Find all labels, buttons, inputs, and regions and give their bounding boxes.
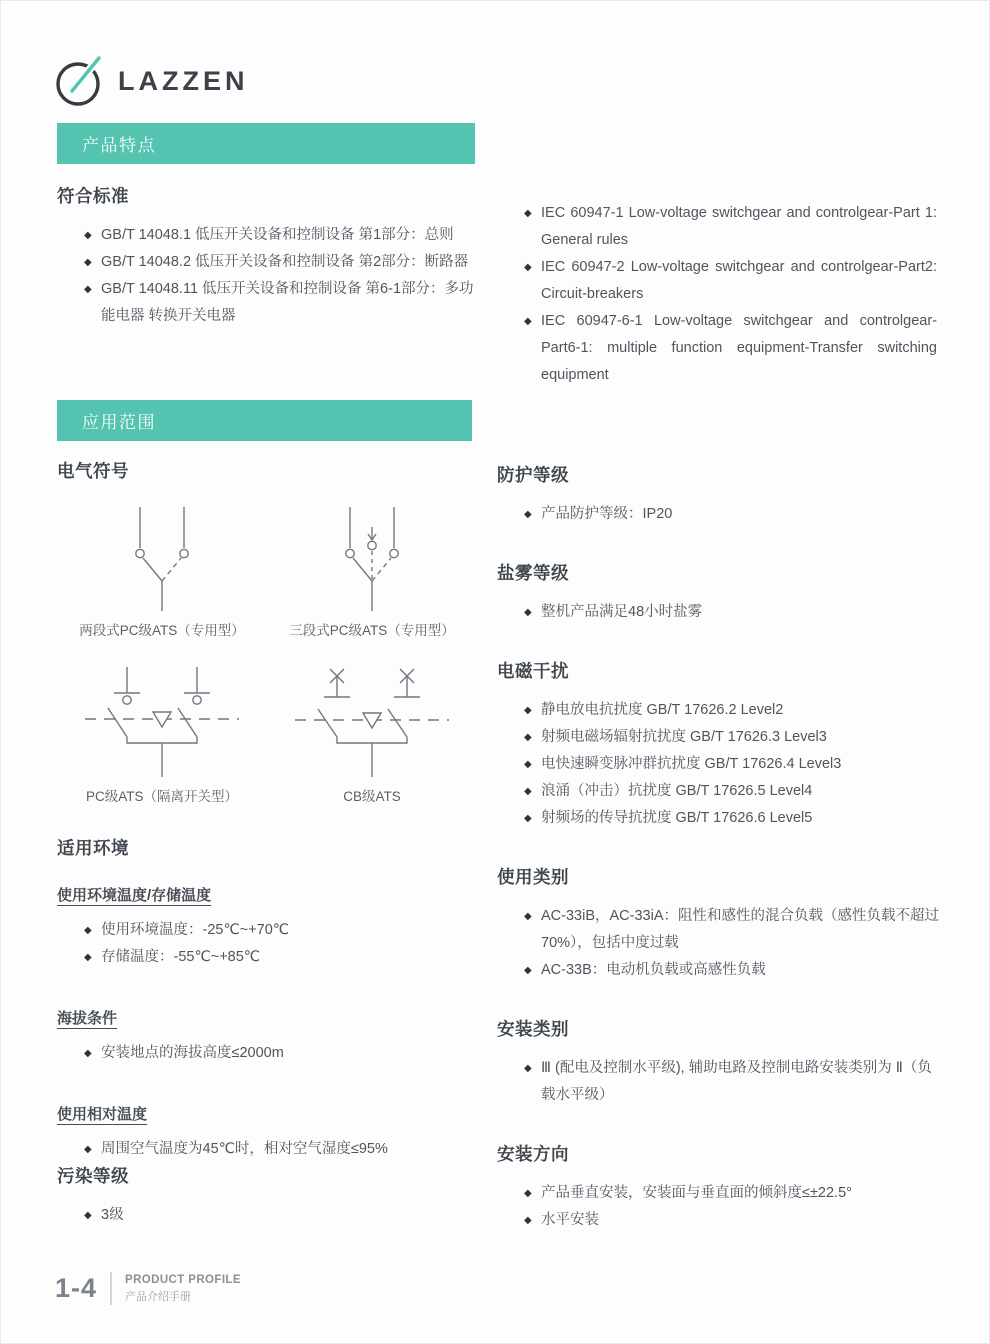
standards-section (57, 183, 477, 330)
list-item-text: GB/T 14048.2 低压开关设备和控制设备 第2部分：断路器 (101, 254, 469, 270)
diamond-bullet-icon (57, 944, 101, 971)
diamond-bullet-icon (497, 501, 541, 528)
list-item-text: 水平安装 (541, 1212, 599, 1228)
list-item-text: 静电放电抗扰度 GB/T 17626.2 Level2 (541, 702, 784, 718)
salt-fog-list (497, 599, 939, 626)
pc-ats-isolator-diagram-icon (77, 667, 247, 777)
footer-title-en: PRODUCT PROFILE (125, 1273, 241, 1286)
list-item-text: 射频场的传导抗扰度 GB/T 17626.6 Level5 (541, 810, 813, 826)
humidity-subsection (57, 1103, 489, 1163)
list-item (57, 276, 477, 330)
brand-header (52, 52, 248, 110)
usage-category-list (497, 903, 939, 984)
page-footer (55, 1272, 241, 1305)
symbol-two-position-pc-ats (57, 507, 267, 639)
standards-heading: 符合标准 (57, 186, 129, 206)
humidity-list (57, 1136, 489, 1163)
installation-category-section (497, 1016, 939, 1109)
diamond-bullet-icon (497, 308, 541, 335)
three-position-ats-diagram-icon (322, 507, 422, 611)
list-item-text: 使用环境温度：-25℃~+70℃ (101, 922, 290, 938)
installation-direction-list (497, 1180, 939, 1234)
list-item (497, 778, 939, 805)
list-item-text: 3级 (101, 1207, 124, 1223)
diamond-bullet-icon (497, 254, 541, 281)
list-item (497, 200, 937, 254)
list-item-text: 存储温度：-55℃~+85℃ (101, 949, 261, 965)
list-item (497, 724, 939, 751)
list-item-text: 产品垂直安装，安装面与垂直面的倾斜度≤±22.5° (541, 1185, 852, 1201)
emi-heading: 电磁干扰 (497, 661, 569, 681)
list-item-text: 电快速瞬变脉冲群抗扰度 GB/T 17626.4 Level3 (541, 756, 842, 772)
diamond-bullet-icon (497, 751, 541, 778)
symbol-label: CB级ATS (343, 789, 401, 804)
altitude-subheading: 海拔条件 (57, 1010, 118, 1027)
diamond-bullet-icon (497, 805, 541, 832)
list-item (497, 1180, 939, 1207)
list-item (57, 1136, 489, 1163)
right-column (497, 462, 939, 1234)
gb-standards-list (57, 222, 477, 330)
usage-category-heading: 使用类别 (497, 867, 569, 887)
installation-direction-section (497, 1141, 939, 1234)
temperature-subsection (57, 884, 489, 971)
list-item (57, 944, 489, 971)
diamond-bullet-icon (57, 276, 101, 303)
list-item-text: IEC 60947-6-1 Low-voltage switchgear and controlgear-Part6-1: multiple function equipment-Transfer switching equipment (541, 313, 937, 383)
symbol-three-position-pc-ats (267, 507, 477, 639)
usage-category-section (497, 864, 939, 984)
list-item (57, 1202, 477, 1229)
installation-category-list (497, 1055, 939, 1109)
altitude-list (57, 1040, 489, 1067)
protection-section (497, 462, 939, 528)
list-item (497, 903, 939, 957)
footer-divider (110, 1272, 112, 1305)
list-item (497, 1207, 939, 1234)
list-item-text: IEC 60947-2 Low-voltage switchgear and controlgear-Part2: Circuit-breakers (541, 259, 937, 302)
diamond-bullet-icon (57, 1202, 101, 1229)
banner-application-range (57, 400, 472, 441)
environment-heading: 适用环境 (57, 838, 129, 858)
brand-name: LAZZEN (118, 65, 249, 96)
pollution-section (57, 1163, 477, 1229)
list-item (497, 1055, 939, 1109)
list-item-text: 整机产品满足48小时盐雾 (541, 604, 703, 620)
list-item (497, 957, 939, 984)
diamond-bullet-icon (57, 249, 101, 276)
diamond-bullet-icon (497, 724, 541, 751)
list-item (497, 501, 939, 528)
diamond-bullet-icon (57, 1040, 101, 1067)
list-item (57, 222, 477, 249)
list-item-text: 周围空气温度为45℃时，相对空气湿度≤95% (101, 1141, 388, 1157)
list-item (497, 751, 939, 778)
list-item (57, 917, 489, 944)
list-item-text: AC-33iB，AC-33iA：阻性和感性的混合负载（感性负载不超过70%），包括中度过载 (541, 908, 939, 951)
banner-product-features-label: 产品特点 (82, 136, 156, 155)
installation-category-heading: 安装类别 (497, 1019, 569, 1039)
diamond-bullet-icon (497, 200, 541, 227)
symbol-label: PC级ATS（隔离开关型） (85, 789, 238, 804)
footer-title-zh: 产品介绍手册 (125, 1290, 192, 1303)
diamond-bullet-icon (57, 222, 101, 249)
symbol-row-1 (57, 507, 477, 639)
footer-titles (125, 1274, 241, 1304)
list-item-text: IEC 60947-1 Low-voltage switchgear and controlgear-Part 1: General rules (541, 205, 937, 248)
electrical-symbols-section (57, 458, 477, 805)
salt-fog-section (497, 560, 939, 626)
diamond-bullet-icon (497, 1055, 541, 1082)
installation-direction-heading: 安装方向 (497, 1144, 569, 1164)
symbol-pc-ats-isolator (57, 667, 267, 805)
symbol-cb-ats (267, 667, 477, 805)
two-position-ats-diagram-icon (112, 507, 212, 611)
list-item-text: 安装地点的海拔高度≤2000m (101, 1045, 284, 1061)
list-item-text: Ⅲ (配电及控制水平级), 辅助电路及控制电路安装类别为 Ⅱ（负载水平级） (541, 1060, 932, 1103)
symbol-row-2 (57, 667, 477, 805)
salt-fog-heading: 盐雾等级 (497, 563, 569, 583)
diamond-bullet-icon (497, 1207, 541, 1234)
list-item-text: 射频电磁场辐射抗扰度 GB/T 17626.3 Level3 (541, 729, 827, 745)
list-item (57, 249, 477, 276)
banner-product-features (57, 123, 475, 164)
list-item-text: 浪涌（冲击）抗扰度 GB/T 17626.5 Level4 (541, 783, 813, 799)
temperature-list (57, 917, 489, 971)
iec-standards-list (497, 200, 937, 389)
diamond-bullet-icon (497, 599, 541, 626)
list-item (497, 308, 937, 389)
list-item (497, 254, 937, 308)
diamond-bullet-icon (497, 903, 541, 930)
page-number: 1-4 (55, 1273, 98, 1303)
diamond-bullet-icon (497, 1180, 541, 1207)
pollution-heading: 污染等级 (57, 1166, 129, 1186)
iec-standards-section (497, 186, 937, 389)
list-item-text: AC-33B：电动机负载或高感性负载 (541, 962, 766, 978)
list-item (497, 599, 939, 626)
list-item-text: GB/T 14048.1 低压开关设备和控制设备 第1部分：总则 (101, 227, 454, 243)
temperature-subheading: 使用环境温度/存储温度 (57, 887, 212, 904)
list-item (57, 1040, 489, 1067)
lazzen-logo-icon (52, 52, 108, 110)
protection-heading: 防护等级 (497, 465, 569, 485)
electrical-symbols-heading: 电气符号 (57, 461, 129, 481)
list-item-text: 产品防护等级：IP20 (541, 506, 673, 522)
diamond-bullet-icon (497, 957, 541, 984)
emi-list (497, 697, 939, 832)
diamond-bullet-icon (57, 1136, 101, 1163)
diamond-bullet-icon (57, 917, 101, 944)
list-item (497, 805, 939, 832)
diamond-bullet-icon (497, 778, 541, 805)
symbol-label: 三段式PC级ATS（专用型） (289, 623, 455, 638)
pollution-list (57, 1202, 477, 1229)
humidity-subheading: 使用相对温度 (57, 1106, 148, 1123)
diamond-bullet-icon (497, 697, 541, 724)
cb-ats-diagram-icon (287, 667, 457, 777)
altitude-subsection (57, 1007, 489, 1067)
emi-section (497, 658, 939, 832)
symbol-label: 两段式PC级ATS（专用型） (79, 623, 245, 638)
environment-section (57, 835, 489, 1163)
list-item (497, 697, 939, 724)
protection-list (497, 501, 939, 528)
list-item-text: GB/T 14048.11 低压开关设备和控制设备 第6-1部分：多功能电器 转换开关电器 (101, 281, 474, 324)
banner-application-range-label: 应用范围 (82, 413, 156, 432)
